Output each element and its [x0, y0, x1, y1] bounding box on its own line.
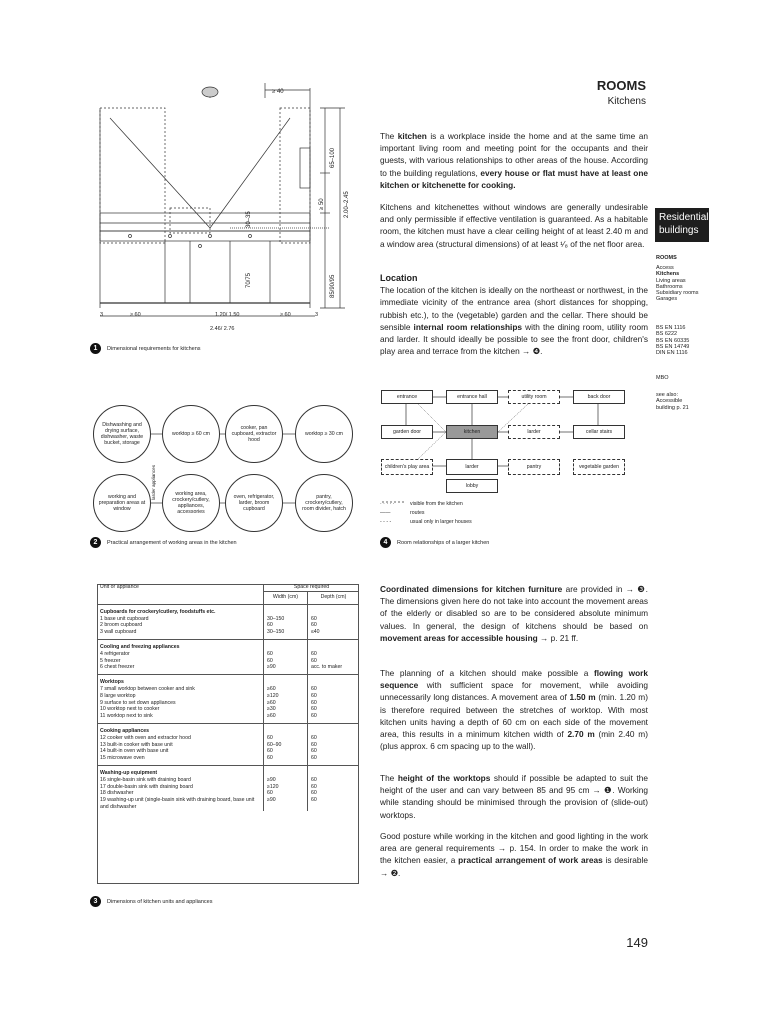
cell-empty [307, 604, 359, 615]
table-row [97, 658, 359, 665]
cell-width: ≥120 [264, 784, 308, 791]
figure2-caption [90, 537, 237, 548]
room-box-entrance-hall: entrance hall [446, 390, 498, 404]
cell-width: 60 [264, 735, 308, 742]
dim-b1: 3 [100, 312, 104, 318]
side-label: larder appliances [151, 465, 156, 500]
cell-unit: 1 base unit cupboard [100, 615, 149, 622]
nav-item[interactable]: Subsidiary rooms [656, 290, 699, 297]
cell-width: ≥90 [264, 797, 308, 811]
work-area-connectors [90, 400, 360, 540]
room-box-larder-2: larder [446, 459, 498, 475]
cell-unit: 19 washing-up unit (single-basin sink with draining board, base unit and dishwasher [100, 797, 255, 810]
cell-unit: 12 cooker with oven and extractor hood [100, 734, 191, 741]
group-title: Cupboards for crockery/cutlery, foodstuffs etc. [100, 608, 216, 615]
section-title: ROOMS [596, 78, 646, 93]
col-header-unit: Unit or appliance [100, 584, 139, 590]
cell-width: ≥90 [264, 777, 308, 784]
cell-depth: 60 [307, 755, 359, 765]
cell-empty [307, 639, 359, 650]
standard-ref: DIN EN 1116 [656, 350, 688, 357]
cell-width: 60 [264, 755, 308, 765]
nav-item-current[interactable]: Kitchens [656, 271, 680, 278]
see-also-link[interactable]: building p. 21 [656, 404, 689, 411]
see-also-label: see also: [656, 392, 679, 398]
table-row [97, 748, 359, 755]
cell-empty [97, 591, 264, 604]
nav-item[interactable]: Garages [656, 296, 678, 303]
standard-ref: BS EN 14749 [656, 343, 690, 350]
figure4-caption [380, 537, 489, 548]
cell-width: ≥120 [264, 693, 308, 700]
cell-unit: 5 freezer [100, 657, 121, 664]
section-subtitle: Kitchens [607, 96, 646, 107]
room-box-cellar-stairs: cellar stairs [573, 425, 625, 439]
room-box-lobby: lobby [446, 479, 498, 493]
paragraph-work-sequence: The planning of a kitchen should make possible a flowing work sequence with sufficient space for movement, while avoiding unnecessarily long distances. A movement area of 1.50 m (min. 1.20 m) is therefore required between the stretches of worktop. With most kitchen units having a depth of 60 cm on each side of the movement area, this results in a minimum kitchen width of 2.70 m (min 2.40 m) (plus approx. 6 cm spacing up to the wall). [380, 668, 649, 752]
dim-v3: 2.00–2.45 [344, 191, 350, 218]
table-row [97, 616, 359, 623]
table-row [97, 784, 359, 791]
paragraph-worktop-height: The height of the worktops should if possible be adapted to suit the height of the user and can vary between 85 and 95 cm → ❶. Working while standing should be minimised through the provision of (slide-out) worktops. [380, 773, 648, 820]
cell-depth: 60 [307, 686, 359, 693]
cell-empty [307, 765, 359, 776]
cell-empty [264, 639, 308, 650]
table-row [97, 700, 359, 707]
sidebar-standards [656, 325, 716, 356]
table-group-row [97, 765, 359, 776]
page-number: 149 [626, 935, 648, 950]
figure1-caption [90, 343, 201, 354]
cell-empty [307, 723, 359, 734]
work-area-circle: working and preparation areas at window [93, 474, 151, 532]
cell-width: 60 [264, 790, 308, 797]
sidebar-nav [656, 265, 716, 303]
dim-v5: 70/75 [246, 272, 252, 288]
cell-depth: 60 [307, 622, 359, 629]
dim-b4: ≥ 60 [280, 312, 291, 318]
nav-item[interactable]: Living areas [656, 277, 686, 284]
col-header-depth: Depth (cm) [307, 591, 359, 604]
standard-ref: BS EN 1116 [656, 325, 686, 331]
cell-empty [264, 765, 308, 776]
paragraph-intro: The kitchen is a workplace inside the home and at the same time an important living room and meeting point for the occupants and their guests, with various relationships to other areas of the house. According to the building regulations, every house or flat must have at least one kitchen or kitchenette for cooking. [380, 131, 648, 190]
group-title: Washing-up equipment [100, 769, 158, 776]
group-title: Worktops [100, 679, 124, 686]
cell-width: ≥90 [264, 664, 308, 674]
cell-unit: 10 worktop next to cooker [100, 706, 160, 713]
legend-item: · · · · · visible from the kitchen [380, 501, 463, 507]
caption-text: Room relationships of a larger kitchen [397, 539, 490, 546]
cell-width: ≥30 [264, 706, 308, 713]
cell-unit: 16 single-basin sink with draining board [100, 776, 191, 783]
cell-depth: 60 [307, 651, 359, 658]
cell-depth: 60 [307, 616, 359, 623]
cell-depth: acc. to maker [307, 664, 359, 674]
col-header-space: Space required [264, 584, 360, 591]
paragraph-windows: Kitchens and kitchenettes without windows are generally undesirable and only permissible if effective ventilation is guaranteed. As a habitable room, the kitchen must have a clear ceiling height of at least 2.40 m and a window area (structural dimensions) of at least ¹⁄₈ of the net floor area. [380, 202, 648, 249]
cell-width: 60–90 [264, 742, 308, 749]
dim-b2: ≥ 60 [130, 312, 141, 318]
group-title: Cooking appliances [100, 727, 150, 734]
figure3-caption [90, 896, 212, 907]
paragraph-posture: Good posture while working in the kitchen and good lighting in the work area are general requirements → p. 154. In order to make the work in the kitchen easier, a practical arrangement of work areas is desirable → ❷. [380, 831, 648, 878]
work-area-circle: worktop ≥ 60 cm [162, 405, 220, 463]
cell-depth: 60 [307, 777, 359, 784]
figure-number-badge: 1 [90, 343, 101, 354]
cell-depth: 60 [307, 706, 359, 713]
group-title: Cooling and freezing appliances [100, 643, 180, 650]
room-box-vegetable-garden: vegetable garden [573, 459, 625, 475]
room-box-entrance: entrance [381, 390, 433, 404]
paragraph-location: Location The location of the kitchen is ideally on the northeast or northwest, in the immediate vicinity of the entrance area (short distances for shopping, rubbish etc.), to the (vegetable) garden and the cellar. There should be sensible internal room relationships with the dining room, utility room and larder. It should ideally be possible to see the front door, children's play area and terrace from the kitchen → ❹. [380, 273, 648, 357]
table-row [97, 790, 359, 797]
work-area-circle: Dishwashing and drying surface, dishwasher, waste bucket, storage [93, 405, 151, 463]
kitchen-units-table [97, 584, 359, 811]
table-row [97, 735, 359, 742]
cell-unit: 9 surface to set down appliances [100, 699, 176, 706]
cell-unit: 18 dishwasher [100, 790, 134, 797]
sidebar-see-also [656, 392, 716, 411]
table-row [97, 755, 359, 765]
dim-top: ≥ 40 [272, 89, 284, 95]
cell-width: 30–150 [264, 629, 308, 639]
cell-width: 60 [264, 748, 308, 755]
figure-number-badge: 4 [380, 537, 391, 548]
table-row [97, 686, 359, 693]
figure4-legend [380, 500, 472, 527]
room-box-pantry: pantry [508, 459, 560, 475]
legend-item: - - - - usual only in larger houses [380, 519, 472, 525]
kitchen-elevation-drawing [90, 78, 360, 328]
legend-item: —— routes [380, 510, 425, 516]
caption-text: Dimensional requirements for kitchens [107, 345, 201, 352]
cell-unit: 15 microwave oven [97, 755, 264, 765]
work-area-circle: worktop ≥ 30 cm [295, 405, 353, 463]
caption-text: Practical arrangement of working areas in the kitchen [107, 539, 237, 546]
caption-text: Dimensions of kitchen units and appliances [107, 898, 213, 905]
paragraph-dimensions: Coordinated dimensions for kitchen furniture are provided in → ❸. The dimensions given here do not take into account the movement areas of the elderly or disabled so are to be considered absolute minimum values. In general, the design of kitchens should be based on movement areas for accessible housing → p. 21 ff. [380, 584, 648, 643]
cell-empty [264, 604, 308, 615]
table-group-row [97, 639, 359, 650]
table-row [97, 693, 359, 700]
cell-width: 60 [264, 651, 308, 658]
cell-unit: 2 broom cupboard [100, 622, 143, 629]
cell-width: ≥60 [264, 713, 308, 723]
room-box-larder: larder [508, 425, 560, 439]
cell-depth: 60 [307, 693, 359, 700]
cell-width: 60 [264, 622, 308, 629]
cell-empty [264, 675, 308, 686]
table-row [97, 797, 359, 811]
work-area-circle: pantry, crockery/cutlery, room divider, hatch [295, 474, 353, 532]
work-area-circle: oven, refrigerator, larder, broom cupboard [225, 474, 283, 532]
dim-v6: 85/90/95 [330, 274, 336, 298]
room-box-garden-door: garden door [381, 425, 433, 439]
cell-unit: 8 large worktop [100, 692, 136, 699]
nav-item[interactable]: Access [656, 265, 674, 271]
see-also-link[interactable]: Accessible [656, 398, 683, 405]
cell-unit: 14 built-in oven with base unit [100, 748, 169, 755]
cell-unit: 7 small worktop between cooker and sink [100, 685, 195, 692]
cell-unit: 3 wall cupboard [97, 629, 264, 639]
standard-ref: BS EN 60335 [656, 337, 690, 344]
figure-number-badge: 2 [90, 537, 101, 548]
dim-b3: 1.20/ 1.50 [215, 312, 240, 318]
dim-b5: 3 [315, 312, 319, 318]
cell-depth: 60 [307, 748, 359, 755]
room-box-utility-room: utility room [508, 390, 560, 404]
standard-ref: BS 6222 [656, 331, 678, 338]
table-group-row [97, 723, 359, 734]
cell-empty [264, 723, 308, 734]
cell-unit: 13 built-in cooker with base unit [100, 741, 173, 748]
cell-depth: 60 [307, 658, 359, 665]
sidebar-heading: ROOMS [656, 255, 677, 261]
figure-number-badge: 3 [90, 896, 101, 907]
cell-depth: ≤40 [307, 629, 359, 639]
section-tab[interactable]: Residential buildings [655, 208, 709, 242]
work-area-circle: working area, crockery/cutlery, appliances, accessories [162, 474, 220, 532]
room-box-play-area: children's play area [381, 459, 433, 475]
cell-unit: 11 worktop next to sink [97, 713, 264, 723]
dim-v4: 30–35 [246, 211, 252, 228]
cell-depth: 60 [307, 735, 359, 742]
table-row [97, 629, 359, 639]
table-row [97, 713, 359, 723]
dim-b6: 2.46/ 2.76 [210, 326, 235, 332]
cell-unit: 17 double-basin sink with draining board [100, 783, 193, 790]
cell-unit: 6 chest freezer [97, 664, 264, 674]
table-row [97, 664, 359, 674]
room-box-kitchen: kitchen [446, 425, 498, 439]
cell-empty [307, 675, 359, 686]
cell-depth: 60 [307, 790, 359, 797]
cell-depth: 60 [307, 700, 359, 707]
table-group-row [97, 604, 359, 615]
table-subheader-row [97, 591, 359, 604]
table-row [97, 622, 359, 629]
col-header-width: Width (cm) [264, 591, 308, 604]
cell-depth: 60 [307, 784, 359, 791]
table-row [97, 777, 359, 784]
table-header-row [97, 584, 359, 591]
room-connectors [378, 386, 638, 506]
cell-unit: 4 refrigerator [100, 650, 130, 657]
room-box-back-door: back door [573, 390, 625, 404]
cell-depth: 60 [307, 713, 359, 723]
table-group-row [97, 675, 359, 686]
table-row [97, 651, 359, 658]
cell-depth: 60 [307, 742, 359, 749]
work-area-circle: cooker, pan cupboard, extractor hood [225, 405, 283, 463]
sidebar-mbo: MBO [656, 375, 669, 381]
table-row [97, 742, 359, 749]
cell-width: 60 [264, 658, 308, 665]
cell-width: 30–150 [264, 616, 308, 623]
nav-item[interactable]: Bathrooms [656, 283, 683, 290]
dim-v2: ≥ 50 [319, 198, 325, 210]
cell-width: ≥60 [264, 686, 308, 693]
cell-depth: 60 [307, 797, 359, 811]
cell-width: ≥60 [264, 700, 308, 707]
table-row [97, 706, 359, 713]
dim-v1: 65–100 [330, 147, 336, 168]
